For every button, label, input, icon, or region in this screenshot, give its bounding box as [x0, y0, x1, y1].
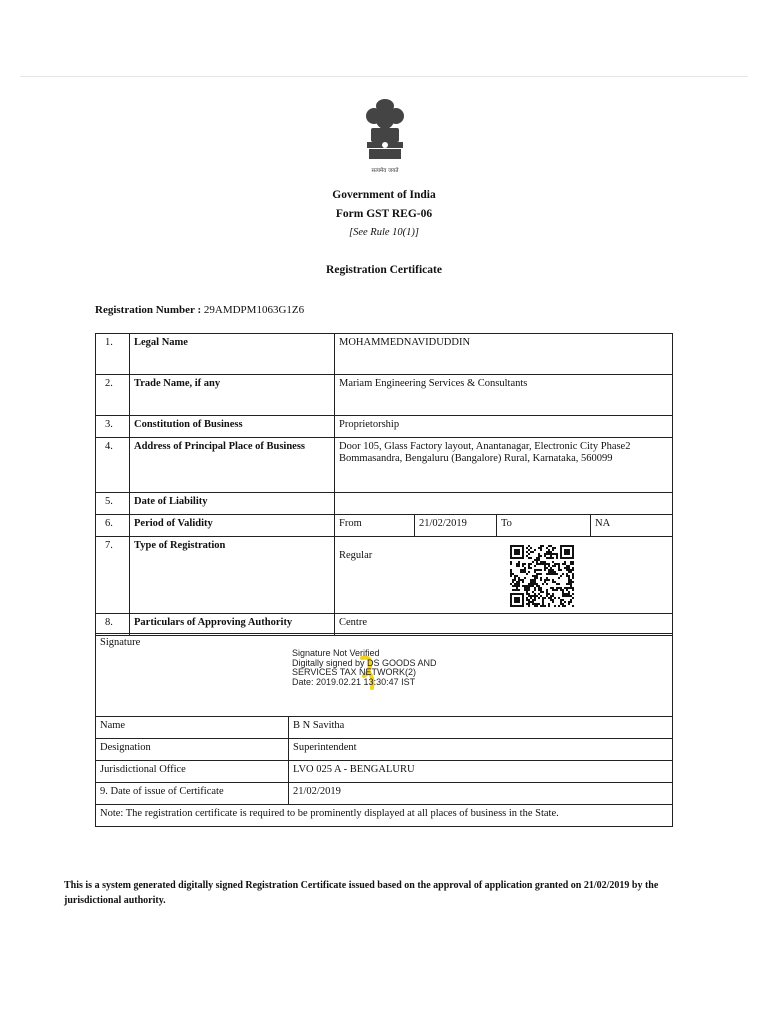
table-row — [96, 783, 673, 805]
officer-name-value: B N Savitha — [289, 717, 673, 739]
validity-cell — [335, 515, 673, 537]
state-emblem-icon — [357, 96, 413, 176]
row-number: 6. — [96, 515, 130, 537]
table-row — [96, 375, 673, 416]
top-divider — [20, 76, 748, 77]
to-date: NA — [595, 518, 611, 529]
registration-type-value: Regular — [335, 537, 673, 614]
digital-signature-block — [292, 649, 437, 687]
footer-statement: This is a system generated digitally signed Registration Certificate issued based on the approval of application granted on 21/02/2019 by the jurisdictional authority. — [64, 880, 659, 906]
table-row — [96, 493, 673, 515]
address-value: Door 105, Glass Factory layout, Anantanagar, Electronic City Phase2 Bommasandra, Bengaluru (Bangalore) Rural, Karnataka, 560099 — [335, 438, 673, 493]
signature-cell — [96, 634, 673, 717]
table-row — [96, 438, 673, 493]
from-date: 21/02/2019 — [415, 515, 497, 536]
validity-subtable — [335, 515, 672, 536]
display-note: Note: The registration certificate is required to be prominently displayed at all places of business in the State. — [96, 805, 673, 827]
signature-row — [96, 634, 673, 717]
details-table — [95, 333, 673, 636]
row-label: Address of Principal Place of Business — [130, 438, 335, 493]
table-row — [96, 761, 673, 783]
table-row — [96, 739, 673, 761]
row-label: Particulars of Approving Authority — [130, 614, 335, 636]
signature-signer: Digitally signed by DS GOODS AND — [292, 657, 437, 668]
signature-label: Signature — [100, 637, 141, 648]
rule-line: [See Rule 10(1)] — [349, 227, 419, 238]
row-number: 8. — [96, 614, 130, 636]
from-label: From — [335, 515, 415, 536]
registration-number-label: Registration Number : — [95, 304, 202, 316]
qr-code-icon — [510, 545, 574, 607]
constitution-value: Proprietorship — [335, 416, 673, 438]
trade-name-value: Mariam Engineering Services & Consultants — [335, 375, 673, 416]
officer-label: 9. Date of issue of Certificate — [96, 783, 289, 805]
form-line: Form GST REG-06 — [335, 208, 433, 220]
signature-table — [95, 633, 673, 827]
table-row — [96, 537, 673, 614]
row-label: Date of Liability — [130, 493, 335, 515]
row-number: 7. — [96, 537, 130, 614]
officer-label: Jurisdictional Office — [96, 761, 289, 783]
to-label: To — [497, 515, 591, 536]
row-number: 5. — [96, 493, 130, 515]
liability-date-value — [335, 493, 673, 515]
row-number: 3. — [96, 416, 130, 438]
row-label: Period of Validity — [130, 515, 335, 537]
officer-label: Designation — [96, 739, 289, 761]
row-label: Constitution of Business — [130, 416, 335, 438]
officer-label: Name — [96, 717, 289, 739]
legal-name-value: MOHAMMEDNAVIDUDDIN — [335, 334, 673, 375]
certificate-title: Registration Certificate — [326, 264, 442, 276]
signature-date: Date: 2019.02.21 13:30:47 IST — [292, 676, 416, 687]
row-number: 4. — [96, 438, 130, 493]
table-row — [96, 805, 673, 827]
row-label: Legal Name — [130, 334, 335, 375]
signature-status: Signature Not Verified — [292, 648, 380, 658]
jurisdictional-office-value: LVO 025 A - BENGALURU — [289, 761, 673, 783]
designation-value: Superintendent — [289, 739, 673, 761]
registration-number-value: 29AMDPM1063G1Z6 — [203, 304, 305, 316]
govt-line: Government of India — [332, 189, 436, 201]
table-row — [96, 334, 673, 375]
emblem-caption: सत्यमेव जयते — [371, 168, 399, 174]
row-number: 2. — [96, 375, 130, 416]
table-row — [96, 416, 673, 438]
registration-number — [95, 304, 304, 316]
approving-authority-value: Centre — [335, 614, 673, 636]
row-label: Trade Name, if any — [130, 375, 335, 416]
signature-signer-cont: SERVICES TAX NETWORK(2) — [292, 667, 417, 677]
table-row — [96, 717, 673, 739]
row-label: Type of Registration — [130, 537, 335, 614]
row-number: 1. — [96, 334, 130, 375]
issue-date-value: 21/02/2019 — [289, 783, 673, 805]
table-row — [96, 515, 673, 537]
